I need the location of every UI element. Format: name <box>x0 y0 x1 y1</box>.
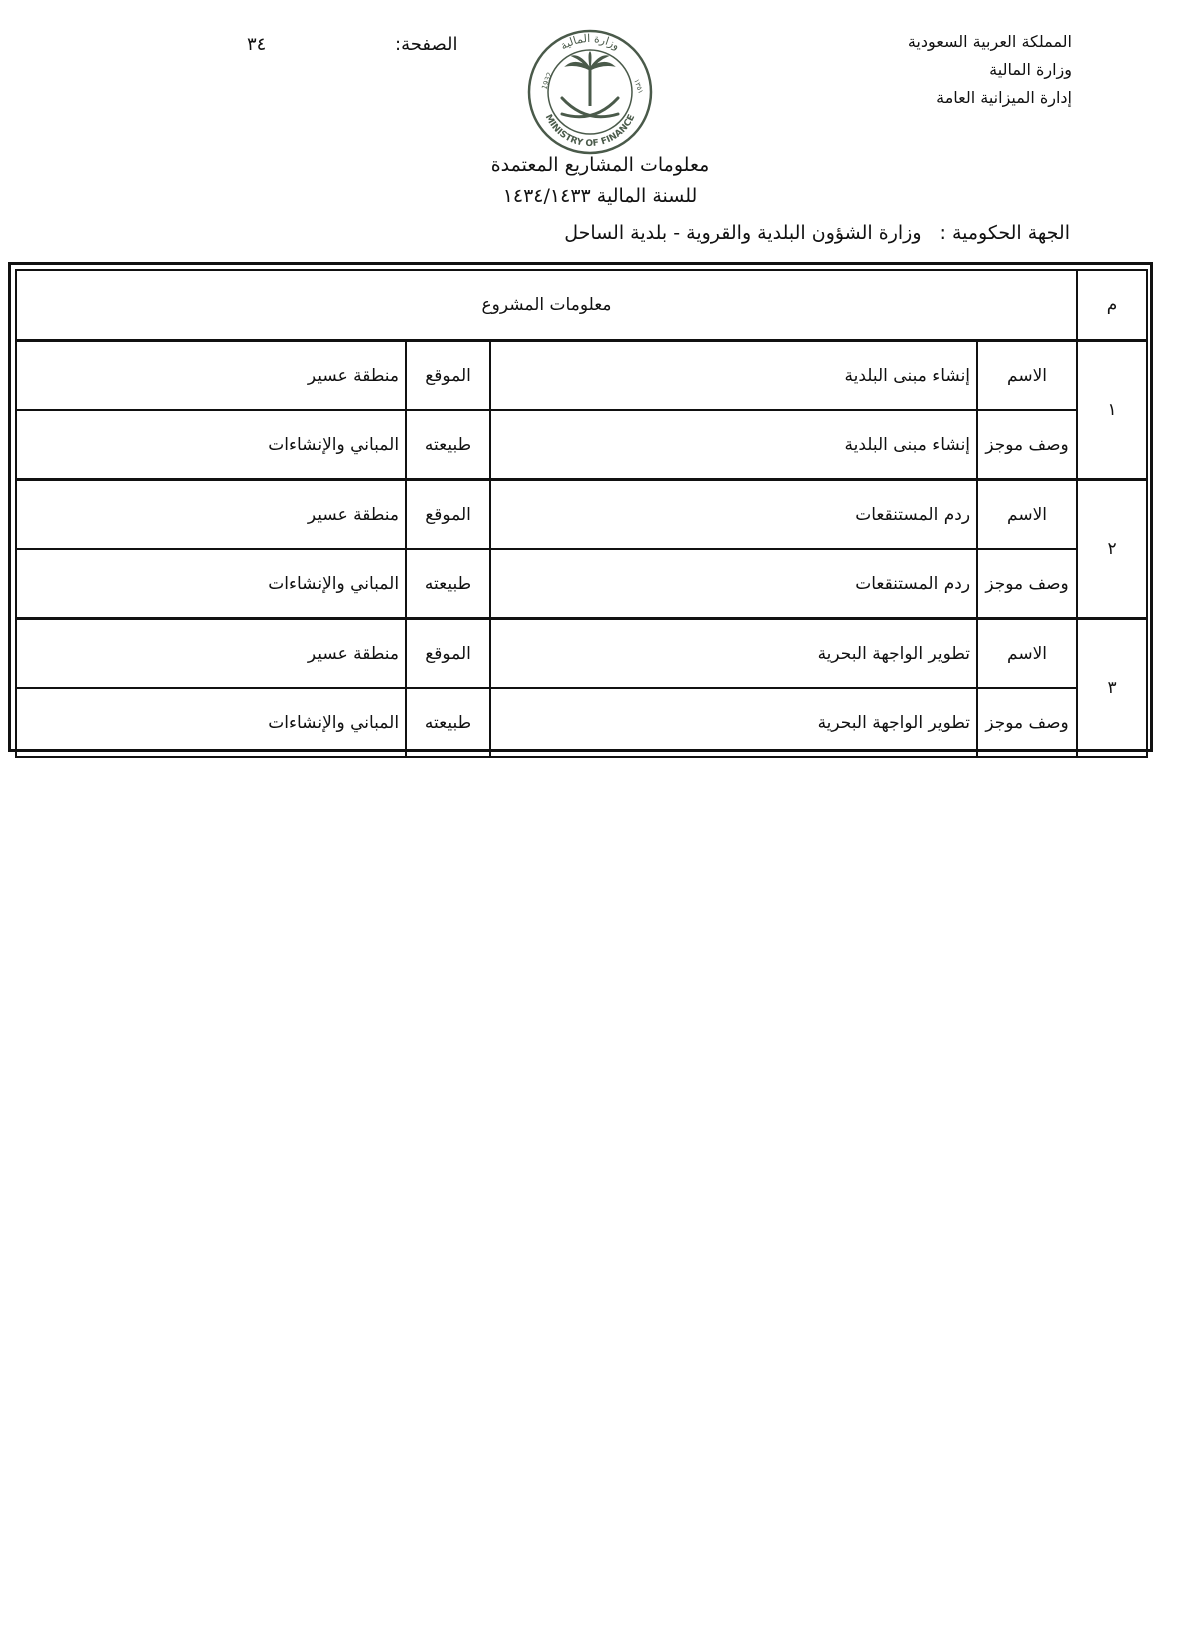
project-nature: المباني والإنشاءات <box>16 410 406 480</box>
project-name: تطوير الواجهة البحرية <box>490 619 977 689</box>
nature-label: طبيعته <box>406 549 490 619</box>
ministry-header <box>832 28 1072 112</box>
project-description: ردم المستنقعات <box>490 549 977 619</box>
project-number: ١ <box>1077 341 1147 480</box>
seal-bottom-text: MINISTRY OF FINANCE <box>542 113 638 150</box>
project-number: ٣ <box>1077 619 1147 758</box>
project-number: ٢ <box>1077 480 1147 619</box>
seal-year-left: 1932 <box>540 71 554 91</box>
kingdom-name: المملكة العربية السعودية <box>907 32 1072 51</box>
table-row <box>16 341 1147 411</box>
seal-top-text: وزارة المالية <box>558 31 622 53</box>
seal-year-right: ١٣٥١ <box>632 77 645 95</box>
table-header-row <box>16 270 1147 341</box>
document-title: معلومات المشاريع المعتمدة <box>490 154 710 176</box>
name-label: الاسم <box>977 341 1077 411</box>
project-location: منطقة عسير <box>16 480 406 550</box>
description-label: وصف موجز <box>977 549 1077 619</box>
nature-label: طبيعته <box>406 688 490 757</box>
page-label: الصفحة: <box>395 34 458 55</box>
table-row <box>16 619 1147 689</box>
entity-value: وزارة الشؤون البلدية والقروية - بلدية الساحل <box>564 222 922 244</box>
table-row <box>16 549 1147 619</box>
government-entity <box>564 222 1070 244</box>
location-label: الموقع <box>406 619 490 689</box>
ministry-seal-logo <box>526 28 654 156</box>
table-row <box>16 480 1147 550</box>
location-label: الموقع <box>406 341 490 411</box>
nature-label: طبيعته <box>406 410 490 480</box>
description-label: وصف موجز <box>977 688 1077 757</box>
name-label: الاسم <box>977 619 1077 689</box>
department-name: إدارة الميزانية العامة <box>936 88 1072 107</box>
projects-table-frame <box>8 262 1153 752</box>
fiscal-year-subtitle: للسنة المالية ١٤٣٤/١٤٣٣ <box>502 185 698 207</box>
col-header-project-info: معلومات المشروع <box>16 270 1077 341</box>
project-description: إنشاء مبنى البلدية <box>490 410 977 480</box>
project-description: تطوير الواجهة البحرية <box>490 688 977 757</box>
project-name: ردم المستنقعات <box>490 480 977 550</box>
name-label: الاسم <box>977 480 1077 550</box>
project-nature: المباني والإنشاءات <box>16 688 406 757</box>
project-location: منطقة عسير <box>16 619 406 689</box>
project-location: منطقة عسير <box>16 341 406 411</box>
projects-table <box>15 269 1148 758</box>
project-name: إنشاء مبنى البلدية <box>490 341 977 411</box>
project-nature: المباني والإنشاءات <box>16 549 406 619</box>
palm-icon <box>566 52 614 106</box>
location-label: الموقع <box>406 480 490 550</box>
ministry-name: وزارة المالية <box>989 60 1072 79</box>
entity-label: الجهة الحكومية : <box>939 222 1070 244</box>
table-row <box>16 688 1147 757</box>
table-row <box>16 410 1147 480</box>
description-label: وصف موجز <box>977 410 1077 480</box>
page-number: ٣٤ <box>247 34 267 55</box>
col-header-number: م <box>1077 270 1147 341</box>
